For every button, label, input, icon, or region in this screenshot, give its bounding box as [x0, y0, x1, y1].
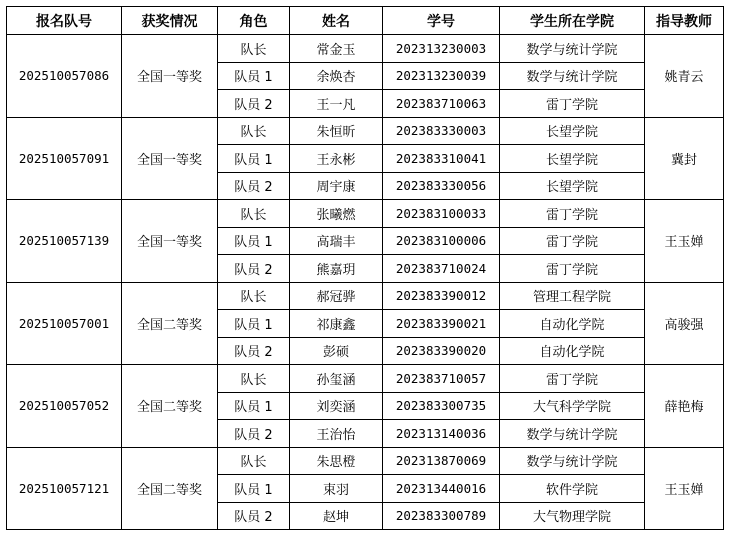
- student-id-cell: 202313230039: [383, 62, 500, 90]
- role-cell: 队员 1: [218, 310, 290, 338]
- college-cell: 雷丁学院: [500, 200, 645, 228]
- advisor-cell: 薛艳梅: [645, 365, 724, 448]
- header-team-id: 报名队号: [7, 7, 122, 35]
- role-cell: 队员 2: [218, 420, 290, 448]
- name-cell: 周宇康: [290, 172, 383, 200]
- name-cell: 王一凡: [290, 90, 383, 118]
- college-cell: 雷丁学院: [500, 255, 645, 283]
- name-cell: 刘奕涵: [290, 392, 383, 420]
- name-cell: 赵坤: [290, 502, 383, 530]
- award-cell: 全国一等奖: [122, 200, 218, 283]
- table-body: [7, 35, 724, 530]
- college-cell: 长望学院: [500, 117, 645, 145]
- name-cell: 郝冠骅: [290, 282, 383, 310]
- student-id-cell: 202313870069: [383, 447, 500, 475]
- team-id-cell: 202510057121: [7, 447, 122, 530]
- student-id-cell: 202383300789: [383, 502, 500, 530]
- header-college: 学生所在学院: [500, 7, 645, 35]
- college-cell: 数学与统计学院: [500, 447, 645, 475]
- college-cell: 自动化学院: [500, 310, 645, 338]
- college-cell: 管理工程学院: [500, 282, 645, 310]
- student-id-cell: 202383310041: [383, 145, 500, 173]
- role-cell: 队员 2: [218, 502, 290, 530]
- college-cell: 雷丁学院: [500, 365, 645, 393]
- team-id-cell: 202510057001: [7, 282, 122, 365]
- name-cell: 彭硕: [290, 337, 383, 365]
- role-cell: 队长: [218, 282, 290, 310]
- student-id-cell: 202383330003: [383, 117, 500, 145]
- award-cell: 全国一等奖: [122, 117, 218, 200]
- student-id-cell: 202313230003: [383, 35, 500, 63]
- student-id-cell: 202383710057: [383, 365, 500, 393]
- name-cell: 张曦燃: [290, 200, 383, 228]
- name-cell: 王永彬: [290, 145, 383, 173]
- header-name: 姓名: [290, 7, 383, 35]
- student-id-cell: 202383390020: [383, 337, 500, 365]
- student-id-cell: 202383300735: [383, 392, 500, 420]
- college-cell: 长望学院: [500, 172, 645, 200]
- advisor-cell: 王玉婵: [645, 200, 724, 283]
- name-cell: 余焕杏: [290, 62, 383, 90]
- table-row: [7, 117, 724, 145]
- team-id-cell: 202510057052: [7, 365, 122, 448]
- name-cell: 朱思橙: [290, 447, 383, 475]
- team-id-cell: 202510057086: [7, 35, 122, 118]
- student-id-cell: 202313440016: [383, 475, 500, 503]
- college-cell: 数学与统计学院: [500, 62, 645, 90]
- role-cell: 队长: [218, 117, 290, 145]
- role-cell: 队长: [218, 35, 290, 63]
- name-cell: 孙玺涵: [290, 365, 383, 393]
- student-id-cell: 202383100006: [383, 227, 500, 255]
- name-cell: 祁康鑫: [290, 310, 383, 338]
- table-row: [7, 35, 724, 63]
- student-id-cell: 202313140036: [383, 420, 500, 448]
- role-cell: 队员 1: [218, 227, 290, 255]
- role-cell: 队员 1: [218, 475, 290, 503]
- name-cell: 朱恒昕: [290, 117, 383, 145]
- header-row: [7, 7, 724, 35]
- college-cell: 雷丁学院: [500, 90, 645, 118]
- advisor-cell: 王玉婵: [645, 447, 724, 530]
- student-id-cell: 202383710024: [383, 255, 500, 283]
- name-cell: 熊嘉玥: [290, 255, 383, 283]
- college-cell: 数学与统计学院: [500, 420, 645, 448]
- name-cell: 常金玉: [290, 35, 383, 63]
- college-cell: 大气物理学院: [500, 502, 645, 530]
- college-cell: 长望学院: [500, 145, 645, 173]
- role-cell: 队员 2: [218, 90, 290, 118]
- header-advisor: 指导教师: [645, 7, 724, 35]
- award-cell: 全国二等奖: [122, 447, 218, 530]
- college-cell: 雷丁学院: [500, 227, 645, 255]
- team-id-cell: 202510057091: [7, 117, 122, 200]
- role-cell: 队员 1: [218, 62, 290, 90]
- table-row: [7, 365, 724, 393]
- role-cell: 队员 2: [218, 255, 290, 283]
- role-cell: 队长: [218, 200, 290, 228]
- name-cell: 束羽: [290, 475, 383, 503]
- advisor-cell: 姚青云: [645, 35, 724, 118]
- college-cell: 软件学院: [500, 475, 645, 503]
- award-cell: 全国二等奖: [122, 282, 218, 365]
- role-cell: 队员 1: [218, 392, 290, 420]
- student-id-cell: 202383330056: [383, 172, 500, 200]
- table-row: [7, 447, 724, 475]
- role-cell: 队员 2: [218, 172, 290, 200]
- name-cell: 王治怡: [290, 420, 383, 448]
- awards-table: [6, 6, 724, 530]
- award-cell: 全国一等奖: [122, 35, 218, 118]
- name-cell: 高瑞丰: [290, 227, 383, 255]
- student-id-cell: 202383710063: [383, 90, 500, 118]
- header-student-id: 学号: [383, 7, 500, 35]
- student-id-cell: 202383100033: [383, 200, 500, 228]
- role-cell: 队员 2: [218, 337, 290, 365]
- student-id-cell: 202383390012: [383, 282, 500, 310]
- header-award: 获奖情况: [122, 7, 218, 35]
- advisor-cell: 冀封: [645, 117, 724, 200]
- award-cell: 全国二等奖: [122, 365, 218, 448]
- role-cell: 队长: [218, 365, 290, 393]
- team-id-cell: 202510057139: [7, 200, 122, 283]
- table-row: [7, 282, 724, 310]
- role-cell: 队长: [218, 447, 290, 475]
- advisor-cell: 高骏强: [645, 282, 724, 365]
- college-cell: 大气科学学院: [500, 392, 645, 420]
- role-cell: 队员 1: [218, 145, 290, 173]
- header-role: 角色: [218, 7, 290, 35]
- college-cell: 数学与统计学院: [500, 35, 645, 63]
- table-row: [7, 200, 724, 228]
- college-cell: 自动化学院: [500, 337, 645, 365]
- student-id-cell: 202383390021: [383, 310, 500, 338]
